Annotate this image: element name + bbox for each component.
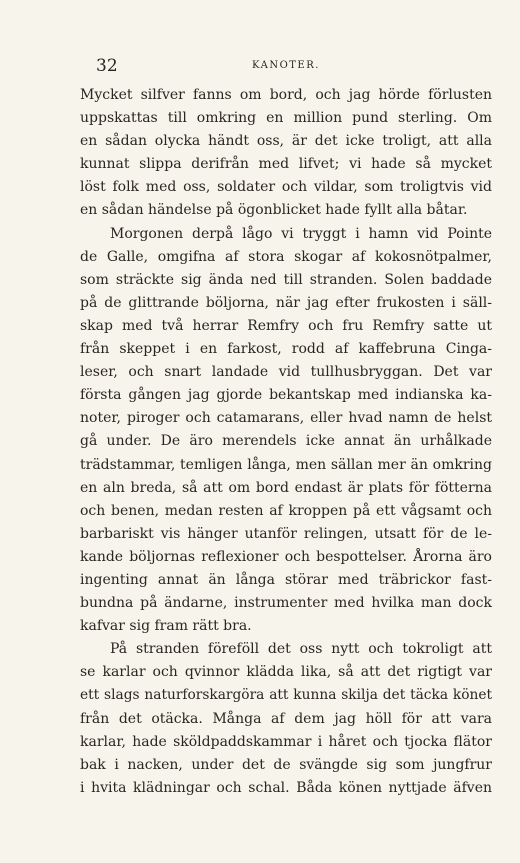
text-line: uppskattas till omkring en million pund sterling. Om [80,110,492,127]
text-line: Morgonen derpå lågo vi tryggt i hamn vid Pointe [110,225,492,242]
text-line: ingenting annat än långa störar med träbrickor fast- [80,571,492,588]
text-line: och benen, medan resten af kroppen på ett vågsamt och [80,502,492,519]
text-line: i hvita klädningar och schal. Båda könen nyttjade äfven [80,779,492,796]
text-line: en sådan händelse på ögonblicket hade fyllt alla båtar. [80,202,468,219]
text-line: bak i nacken, under det de svängde sig som jungfrur [80,756,492,773]
text-line: kande böljornas reflexioner och bespottelser. Årorna äro [80,548,492,565]
text-line: karlar, hade sköldpaddskammar i håret och tjocka flätor [80,733,492,750]
text-line: På stranden föreföll det oss nytt och tokroligt att [110,641,492,658]
body-text [80,84,492,800]
text-line: bundna på ändarne, instrumenter med hvilka man dock [80,595,492,612]
text-line: en aln breda, så att om bord endast är plats för fötterna [80,479,492,496]
text-line: barbariskt vis hänger utanför relingen, utsatt för de le- [80,525,492,542]
text-line: de Galle, omgifna af stora skogar af kokosnötpalmer, [80,248,492,265]
text-line: Mycket silfver fanns om bord, och jag hörde förlusten [80,87,492,103]
text-line: från skeppet i en farkost, rodd af kaffebruna Cinga- [80,341,492,358]
text-line: första gången jag gjorde bekantskap med indianska ka- [80,387,492,404]
page-number: 32 [96,56,118,76]
text-line: kunnat slippa derifrån med lifvet; vi hade så mycket [80,156,492,173]
text-line: leser, och snart landade vid tullhusbryggan. Det var [80,364,492,381]
text-line: skap med två herrar Remfry och fru Remfry satte ut [80,317,492,334]
page-header [82,56,490,78]
text-line: löst folk med oss, soldater och vildar, som troligtvis vid [80,179,492,196]
text-line: se karlar och qvinnor klädda lika, så att det rigtigt var [80,664,492,681]
text-line: trädstammar, temligen långa, men sällan mer än omkring [80,456,492,473]
text-line: som sträckte sig ända ned till stranden. Solen baddade [80,271,492,288]
text-line: på de glittrande böljorna, när jag efter frukosten i säll- [80,294,492,311]
running-title: KANOTER. [252,60,320,71]
text-line: en sådan olycka händt oss, är det icke troligt, att alla [80,133,492,150]
text-line: noter, piroger och catamarans, eller hvad namn de helst [80,410,492,427]
text-line: kafvar sig fram rätt bra. [80,618,252,635]
text-line: ett slags naturforskargöra att kunna skilja det täcka könet [80,687,492,704]
text-line: från det otäcka. Många af dem jag höll för att vara [80,710,492,727]
text-line: gå under. De äro merendels icke annat än urhålkade [80,433,492,450]
